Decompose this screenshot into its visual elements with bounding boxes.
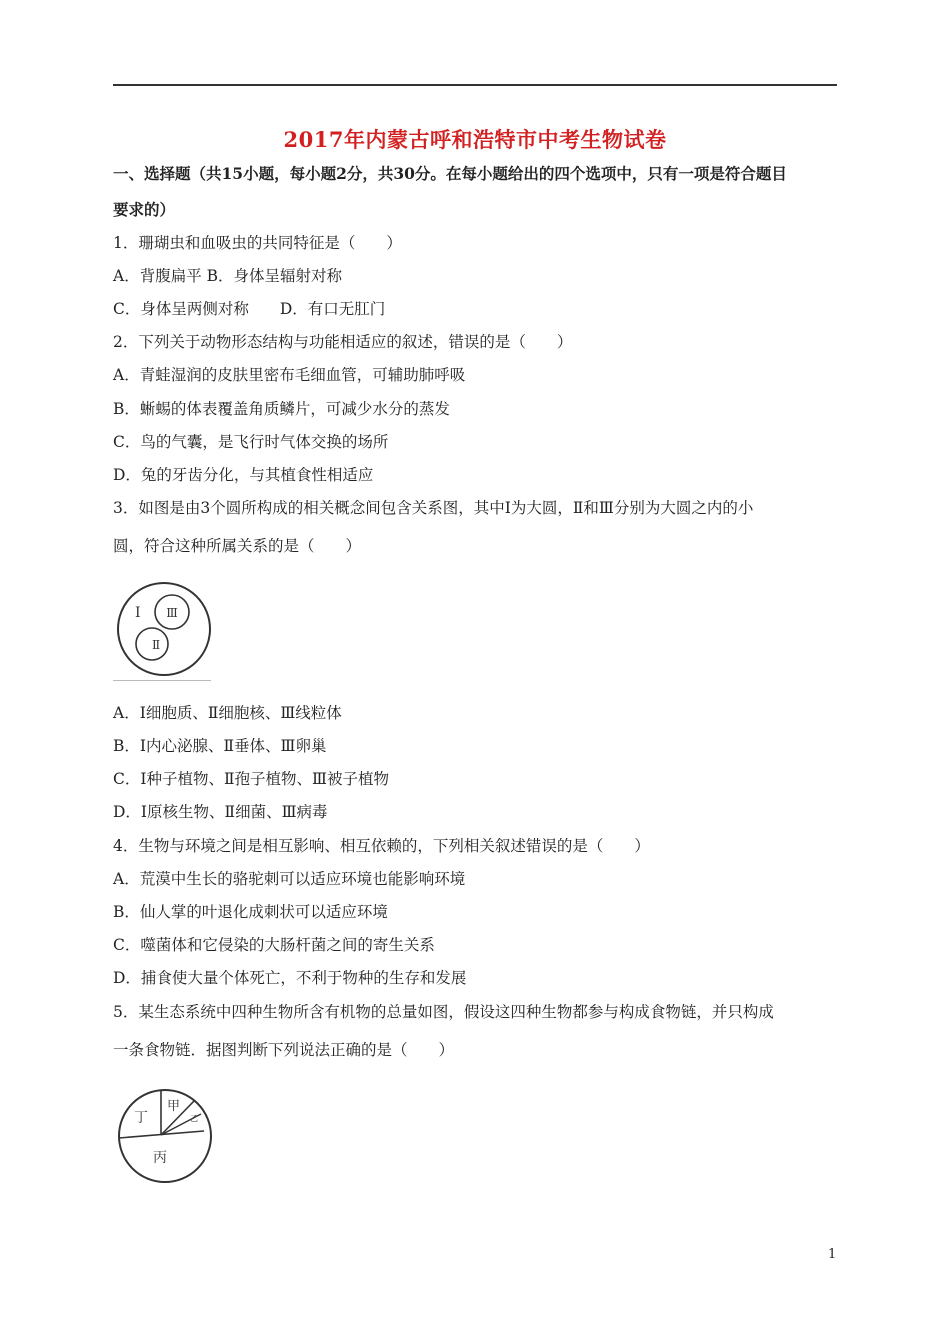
q4-option-c: C．噬菌体和它侵染的大肠杆菌之间的寄生关系 [113,936,435,954]
q1-stem: 1．珊瑚虫和血吸虫的共同特征是（ ） [113,234,402,252]
q3-option-a: A．Ⅰ细胞质、Ⅱ细胞核、Ⅲ线粒体 [113,704,342,722]
page-number: 1 [828,1247,837,1262]
pie-label-ding: 丁 [134,1110,148,1126]
q4-stem: 4．生物与环境之间是相互影响、相互依赖的，下列相关叙述错误的是（ ） [113,837,650,855]
q2-option-b: B．蜥蜴的体表覆盖角质鳞片，可减少水分的蒸发 [113,400,450,418]
pie-label-bing: 丙 [153,1150,167,1166]
q3-stem-line2: 圆，符合这种所属关系的是（ ） [113,537,362,555]
q3-option-c: C．Ⅰ种子植物、Ⅱ孢子植物、Ⅲ被子植物 [113,770,389,788]
q5-stem-line1: 5．某生态系统中四种生物所含有机物的总量如图，假设这四种生物都参与构成食物链，并只构成 [113,1003,774,1021]
venn-circles-figure [113,582,215,678]
q4-option-d: D．捕食使大量个体死亡，不利于物种的生存和发展 [113,969,467,987]
section-instructions-line1: 一、选择题（共15小题，每小题2分，共30分。在每小题给出的四个选项中，只有一项是符合题目 [113,164,787,183]
q5-stem-line2: 一条食物链．据图判断下列说法正确的是（ ） [113,1041,455,1059]
label-III: Ⅲ [166,606,178,620]
q3-option-b: B．Ⅰ内心泌腺、Ⅱ垂体、Ⅲ卵巢 [113,737,327,755]
pie-outline [119,1090,211,1182]
section-instructions-line2: 要求的） [113,200,176,219]
q3-stem-line1: 3．如图是由3个圆所构成的相关概念间包含关系图，其中Ⅰ为大圆，Ⅱ和Ⅲ分别为大圆之内的小 [113,499,754,517]
q1-options-ab: A．背腹扁平 B．身体呈辐射对称 [113,267,343,285]
q3-option-d: D．Ⅰ原核生物、Ⅱ细菌、Ⅲ病毒 [113,803,328,821]
q1-options-cd: C．身体呈两侧对称 D．有口无肛门 [113,300,386,318]
q2-option-a: A．青蛙湿润的皮肤里密布毛细血管，可辅助肺呼吸 [113,366,466,384]
q4-option-b: B．仙人掌的叶退化成刺状可以适应环境 [113,903,388,921]
pie-label-jia: 甲 [167,1099,181,1114]
label-I: Ⅰ [135,605,141,621]
header-rule [113,84,837,86]
q2-option-c: C．鸟的气囊，是飞行时气体交换的场所 [113,433,389,451]
q2-stem: 2．下列关于动物形态结构与功能相适应的叙述，错误的是（ ） [113,333,573,351]
q4-option-a: A．荒漠中生长的骆驼刺可以适应环境也能影响环境 [113,870,466,888]
organic-matter-pie-figure [113,1088,217,1184]
figure-divider [113,680,211,681]
label-II: Ⅱ [152,638,161,652]
pie-label-yi: 乙 [190,1114,198,1123]
q2-option-d: D．兔的牙齿分化，与其植食性相适应 [113,466,374,484]
page-title: 2017年内蒙古呼和浩特市中考生物试卷 [283,127,667,152]
